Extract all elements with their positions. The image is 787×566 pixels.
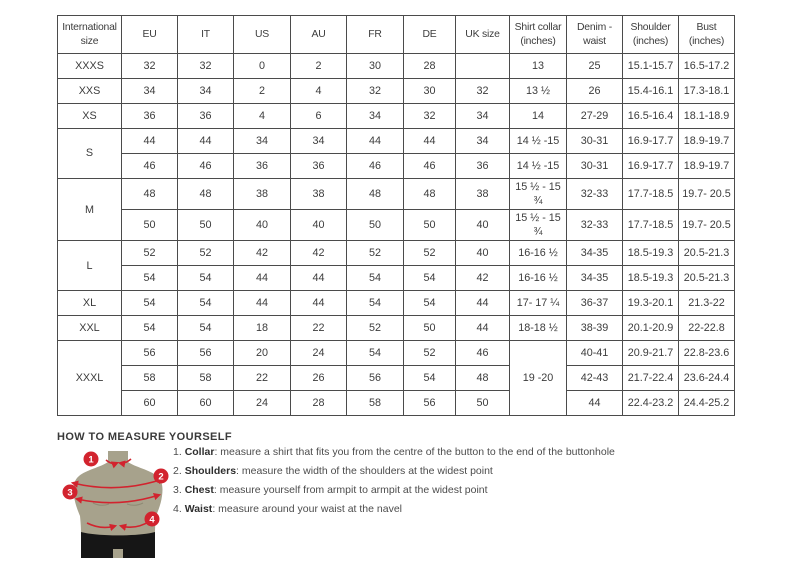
marker-3 [63, 485, 78, 500]
size-cell: 54 [404, 266, 456, 291]
size-cell: 22-22.8 [679, 316, 735, 341]
size-cell: 42-43 [567, 366, 623, 391]
size-label-cell: XS [58, 104, 122, 129]
size-cell: 20.9-21.7 [623, 341, 679, 366]
size-cell: 19.7- 20.5 [679, 210, 735, 241]
size-cell: 26 [567, 79, 623, 104]
column-header: Shirt collar (inches) [510, 16, 567, 54]
measure-step: 3. Chest: measure yourself from armpit to armpit at the widest point [173, 484, 488, 497]
size-cell: 16.9-17.7 [623, 154, 679, 179]
size-cell: 13 [510, 54, 567, 79]
size-cell: 2 [234, 79, 291, 104]
svg-text:4: 4 [149, 514, 155, 526]
size-cell: 34 [122, 79, 178, 104]
size-cell: 14 ½ -15 [510, 129, 567, 154]
size-cell: 32 [178, 54, 234, 79]
size-cell: 17.3-18.1 [679, 79, 735, 104]
table-row [58, 129, 735, 154]
torso-illustration [57, 446, 179, 566]
size-cell: 22 [234, 366, 291, 391]
size-cell: 58 [122, 366, 178, 391]
size-cell: 52 [347, 241, 404, 266]
size-cell: 15.1-15.7 [623, 54, 679, 79]
size-cell: 46 [456, 341, 510, 366]
size-cell: 21.7-22.4 [623, 366, 679, 391]
size-cell: 52 [178, 241, 234, 266]
size-label-cell: S [58, 129, 122, 179]
size-cell: 54 [347, 341, 404, 366]
size-cell: 60 [122, 391, 178, 416]
table-row [58, 79, 735, 104]
size-cell: 24 [234, 391, 291, 416]
size-cell: 36-37 [567, 291, 623, 316]
size-cell: 38 [234, 179, 291, 210]
size-cell: 36 [178, 104, 234, 129]
size-cell: 52 [122, 241, 178, 266]
size-cell: 44 [404, 129, 456, 154]
size-cell: 24 [291, 341, 347, 366]
column-header: US [234, 16, 291, 54]
size-cell: 22 [291, 316, 347, 341]
size-cell: 19.7- 20.5 [679, 179, 735, 210]
size-cell: 44 [456, 291, 510, 316]
size-cell: 32-33 [567, 179, 623, 210]
size-cell: 17.7-18.5 [623, 179, 679, 210]
size-cell: 56 [178, 341, 234, 366]
size-cell: 13 ½ [510, 79, 567, 104]
column-header: Shoulder (inches) [623, 16, 679, 54]
size-cell: 15 ½ - 15 ¾ [510, 210, 567, 241]
size-label-cell: XL [58, 291, 122, 316]
size-cell: 54 [347, 266, 404, 291]
size-cell: 14 ½ -15 [510, 154, 567, 179]
size-cell: 18-18 ½ [510, 316, 567, 341]
size-cell: 21.3-22 [679, 291, 735, 316]
size-cell: 34 [234, 129, 291, 154]
size-cell: 44 [291, 266, 347, 291]
size-cell [456, 54, 510, 79]
size-cell: 54 [404, 366, 456, 391]
size-cell: 54 [178, 266, 234, 291]
size-cell: 15.4-16.1 [623, 79, 679, 104]
measure-figure [57, 446, 179, 566]
size-cell: 14 [510, 104, 567, 129]
measure-step: 4. Waist: measure around your waist at the navel [173, 503, 402, 516]
svg-text:1: 1 [88, 454, 94, 466]
size-cell: 19.3-20.1 [623, 291, 679, 316]
size-cell: 20.1-20.9 [623, 316, 679, 341]
size-cell: 32 [404, 104, 456, 129]
size-cell: 16.5-17.2 [679, 54, 735, 79]
size-cell: 22.8-23.6 [679, 341, 735, 366]
size-cell: 46 [347, 154, 404, 179]
size-cell: 4 [291, 79, 347, 104]
size-cell: 50 [347, 210, 404, 241]
size-cell: 58 [178, 366, 234, 391]
size-cell: 54 [122, 266, 178, 291]
size-cell: 56 [404, 391, 456, 416]
table-row [58, 391, 735, 416]
size-cell: 44 [291, 291, 347, 316]
size-cell: 2 [291, 54, 347, 79]
size-cell: 46 [178, 154, 234, 179]
size-cell: 32 [456, 79, 510, 104]
size-cell: 38-39 [567, 316, 623, 341]
table-row [58, 104, 735, 129]
size-label-cell: XXXS [58, 54, 122, 79]
size-cell: 50 [404, 316, 456, 341]
size-cell: 48 [404, 179, 456, 210]
size-cell: 54 [404, 291, 456, 316]
column-header: UK size [456, 16, 510, 54]
size-cell: 50 [404, 210, 456, 241]
table-row [58, 179, 735, 210]
size-cell: 28 [291, 391, 347, 416]
table-row [58, 291, 735, 316]
measure-step: 2. Shoulders: measure the width of the shoulders at the widest point [173, 465, 493, 478]
size-cell: 17- 17 ¼ [510, 291, 567, 316]
column-header: EU [122, 16, 178, 54]
marker-2 [154, 469, 169, 484]
size-cell: 4 [234, 104, 291, 129]
measure-steps [173, 447, 643, 523]
size-cell: 20.5-21.3 [679, 241, 735, 266]
column-header: Denim - waist [567, 16, 623, 54]
size-cell: 56 [347, 366, 404, 391]
size-cell: 42 [456, 266, 510, 291]
size-cell: 44 [234, 291, 291, 316]
size-label-cell: M [58, 179, 122, 241]
size-cell: 19 -20 [510, 341, 567, 416]
size-chart-table [57, 15, 735, 416]
size-cell: 52 [404, 341, 456, 366]
size-cell: 27-29 [567, 104, 623, 129]
size-cell: 34 [347, 104, 404, 129]
size-cell: 42 [234, 241, 291, 266]
size-cell: 50 [178, 210, 234, 241]
size-cell: 18.5-19.3 [623, 241, 679, 266]
table-row [58, 266, 735, 291]
size-cell: 30-31 [567, 154, 623, 179]
size-cell: 54 [178, 291, 234, 316]
size-cell: 56 [122, 341, 178, 366]
size-cell: 18 [234, 316, 291, 341]
marker-4 [145, 512, 160, 527]
size-label-cell: XXL [58, 316, 122, 341]
table-row [58, 154, 735, 179]
size-cell: 42 [291, 241, 347, 266]
size-cell: 40-41 [567, 341, 623, 366]
size-cell: 34-35 [567, 241, 623, 266]
svg-text:2: 2 [158, 471, 164, 483]
size-cell: 36 [234, 154, 291, 179]
size-cell: 34 [291, 129, 347, 154]
size-cell: 44 [456, 316, 510, 341]
size-cell: 46 [122, 154, 178, 179]
size-cell: 16.5-16.4 [623, 104, 679, 129]
size-cell: 36 [291, 154, 347, 179]
size-cell: 28 [404, 54, 456, 79]
size-cell: 23.6-24.4 [679, 366, 735, 391]
size-cell: 34 [456, 129, 510, 154]
size-cell: 40 [456, 241, 510, 266]
size-cell: 30 [404, 79, 456, 104]
size-cell: 18.9-19.7 [679, 129, 735, 154]
table-row [58, 366, 735, 391]
table-body [58, 54, 735, 416]
column-header: FR [347, 16, 404, 54]
size-cell: 52 [404, 241, 456, 266]
size-cell: 22.4-23.2 [623, 391, 679, 416]
measure-guide-title: HOW TO MEASURE YOURSELF [57, 431, 233, 443]
size-cell: 25 [567, 54, 623, 79]
size-label-cell: XXS [58, 79, 122, 104]
size-cell: 36 [456, 154, 510, 179]
size-cell: 0 [234, 54, 291, 79]
size-cell: 30-31 [567, 129, 623, 154]
table-row [58, 241, 735, 266]
size-cell: 16.9-17.7 [623, 129, 679, 154]
measure-step: 1. Collar: measure a shirt that fits you from the centre of the button to the end of the buttonhole [173, 446, 615, 458]
size-cell: 44 [234, 266, 291, 291]
size-cell: 30 [347, 54, 404, 79]
size-cell: 46 [404, 154, 456, 179]
table-row [58, 210, 735, 241]
size-cell: 44 [178, 129, 234, 154]
size-cell: 54 [347, 291, 404, 316]
size-cell: 6 [291, 104, 347, 129]
size-cell: 16-16 ½ [510, 266, 567, 291]
size-cell: 38 [456, 179, 510, 210]
size-cell: 32-33 [567, 210, 623, 241]
size-label-cell: XXXL [58, 341, 122, 416]
size-cell: 17.7-18.5 [623, 210, 679, 241]
size-cell: 18.9-19.7 [679, 154, 735, 179]
marker-1 [84, 452, 99, 467]
size-cell: 40 [456, 210, 510, 241]
size-cell: 36 [122, 104, 178, 129]
size-cell: 48 [122, 179, 178, 210]
table-row [58, 316, 735, 341]
size-cell: 40 [234, 210, 291, 241]
size-cell: 54 [122, 291, 178, 316]
size-cell: 15 ½ - 15 ¾ [510, 179, 567, 210]
size-cell: 32 [347, 79, 404, 104]
size-cell: 26 [291, 366, 347, 391]
size-cell: 48 [456, 366, 510, 391]
column-header: AU [291, 16, 347, 54]
size-cell: 44 [347, 129, 404, 154]
size-cell: 60 [178, 391, 234, 416]
size-cell: 50 [456, 391, 510, 416]
size-cell: 16-16 ½ [510, 241, 567, 266]
size-cell: 52 [347, 316, 404, 341]
size-cell: 24.4-25.2 [679, 391, 735, 416]
table-row [58, 54, 735, 79]
size-cell: 32 [122, 54, 178, 79]
svg-text:3: 3 [67, 487, 73, 499]
size-cell: 34-35 [567, 266, 623, 291]
size-cell: 54 [178, 316, 234, 341]
size-cell: 38 [291, 179, 347, 210]
column-header: DE [404, 16, 456, 54]
header-row [58, 16, 735, 54]
table-row [58, 341, 735, 366]
size-cell: 44 [122, 129, 178, 154]
size-cell: 58 [347, 391, 404, 416]
size-cell: 54 [122, 316, 178, 341]
column-header: International size [58, 16, 122, 54]
column-header: Bust (inches) [679, 16, 735, 54]
size-cell: 48 [178, 179, 234, 210]
size-cell: 34 [456, 104, 510, 129]
column-header: IT [178, 16, 234, 54]
size-cell: 34 [178, 79, 234, 104]
size-cell: 48 [347, 179, 404, 210]
size-label-cell: L [58, 241, 122, 291]
size-cell: 18.5-19.3 [623, 266, 679, 291]
size-cell: 44 [567, 391, 623, 416]
size-cell: 18.1-18.9 [679, 104, 735, 129]
size-cell: 20 [234, 341, 291, 366]
size-cell: 40 [291, 210, 347, 241]
size-cell: 20.5-21.3 [679, 266, 735, 291]
size-cell: 50 [122, 210, 178, 241]
